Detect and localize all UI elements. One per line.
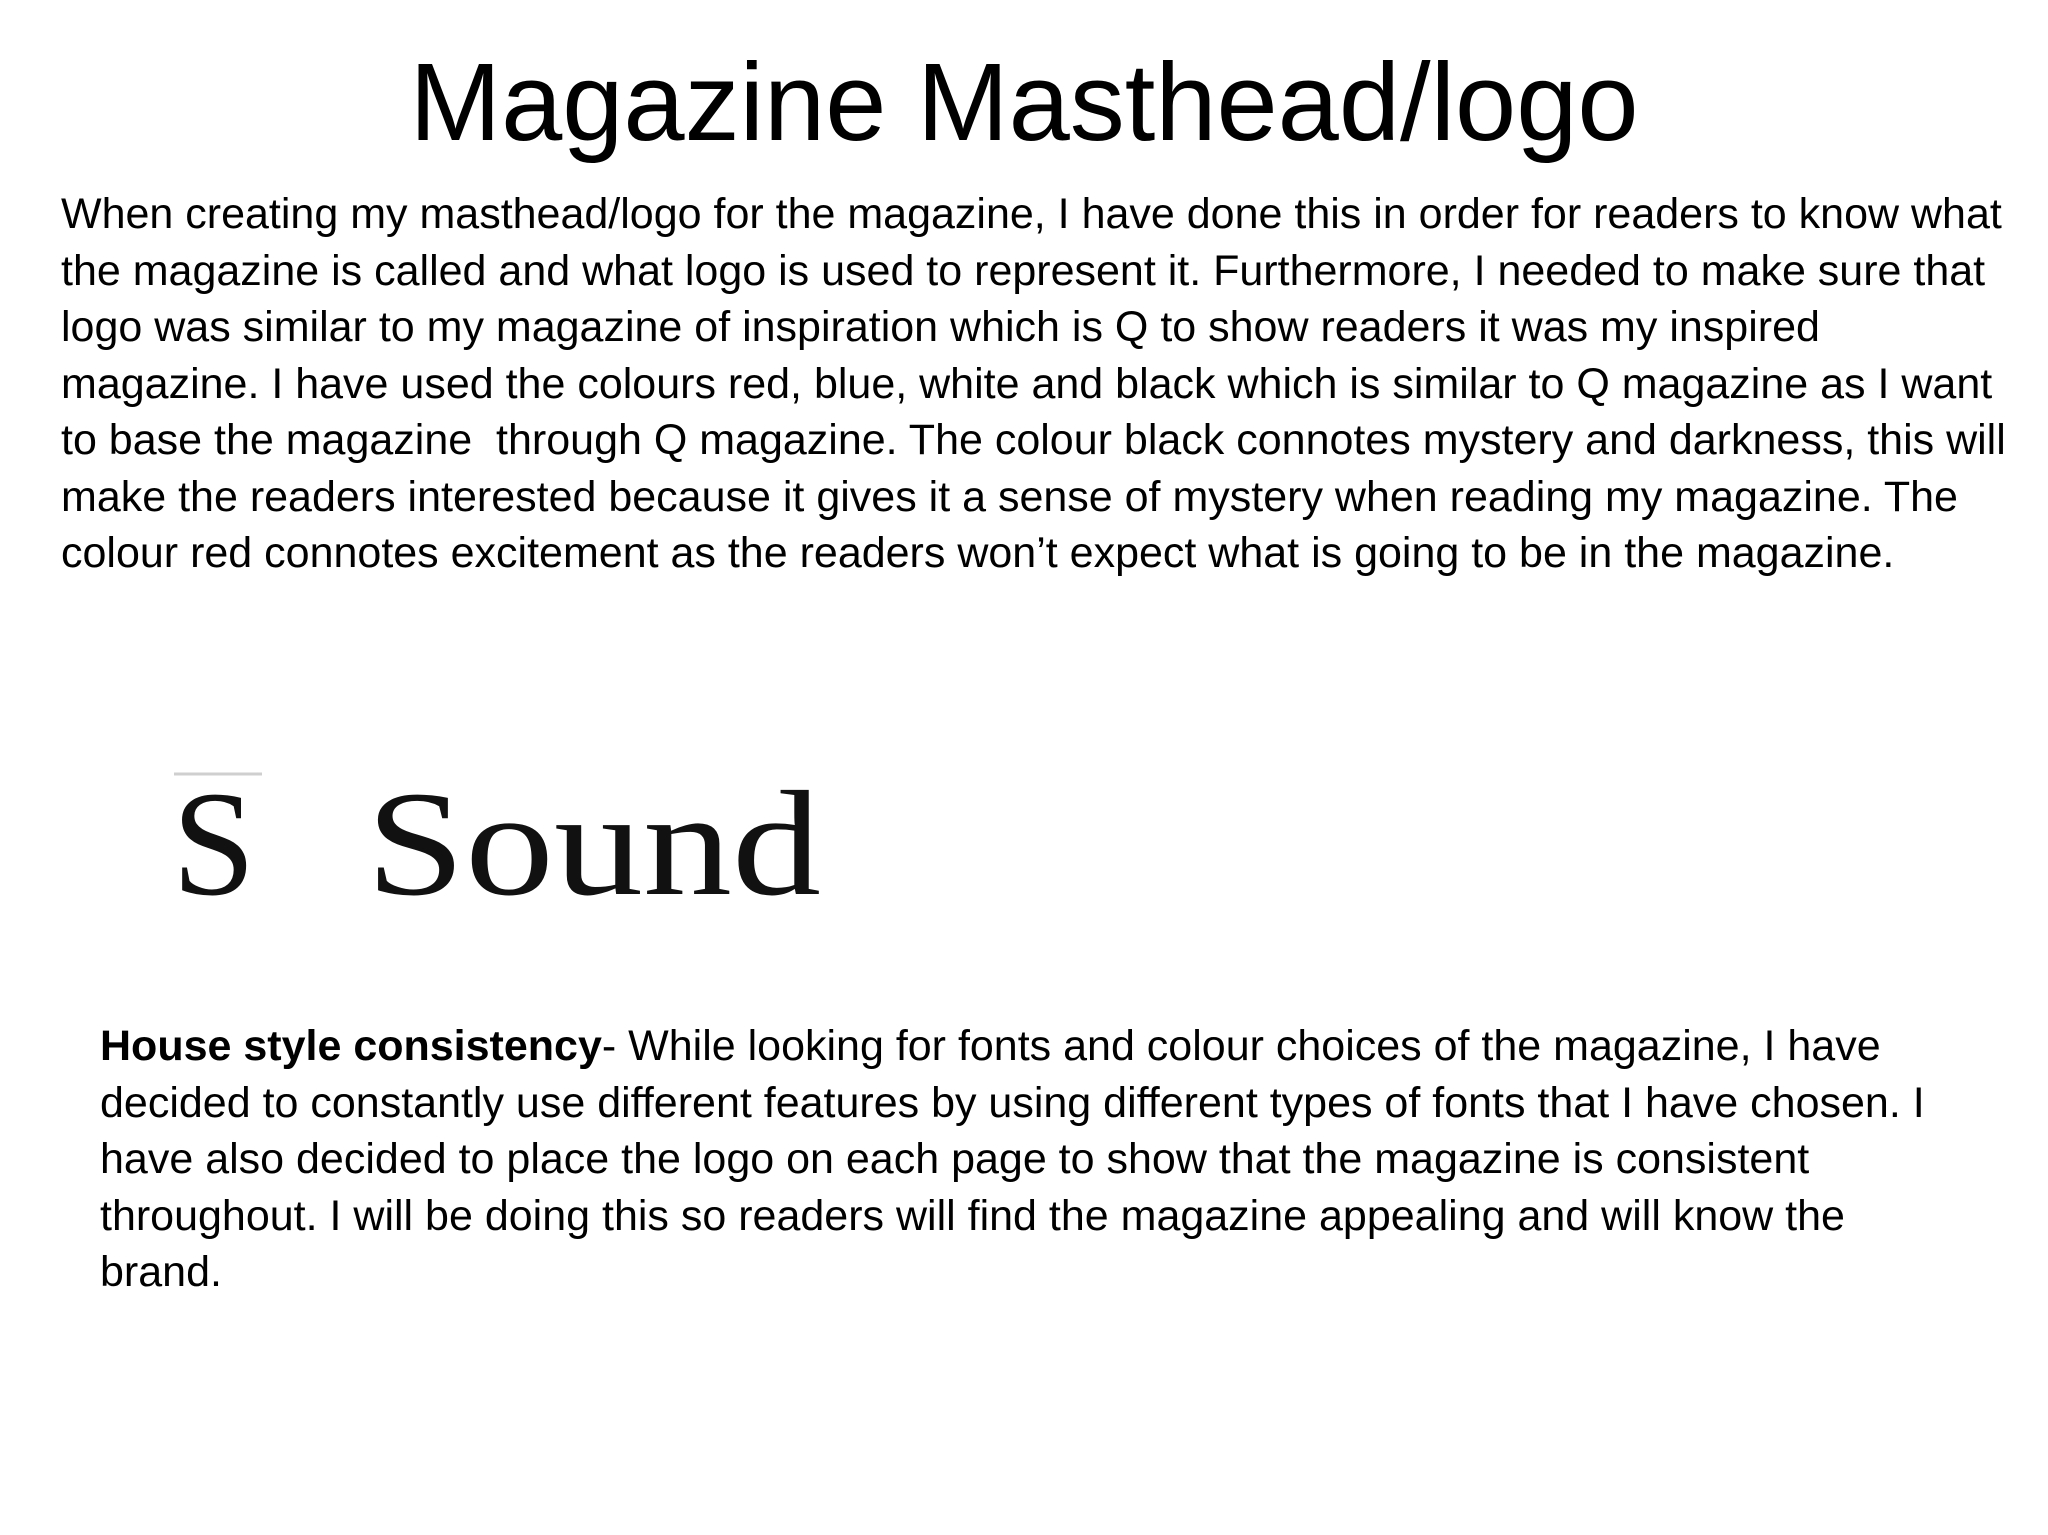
page-title: Magazine Masthead/logo	[409, 41, 1639, 164]
masthead-description: When creating my masthead/logo for the magazine, I have done this in order for readers to know what the magazine is called and what logo is used to represent it. Furthermore, I needed to make sure that logo was similar to my magazine of inspiration which is Q to show readers it was my inspired magazine. I have used the colours red, blue, white and black which is similar to Q magazine as I want to base the magazine through Q magazine. The colour black connotes mystery and darkness, this will make the readers interested because it gives it a sense of mystery when reading my magazine. The colour red connotes excitement as the readers won’t expect what is going to be in the magazine.	[61, 190, 2018, 577]
house-style-heading: House style consistency	[100, 1022, 602, 1070]
house-style-description	[100, 1018, 1960, 1301]
house-style-text: - While looking for fonts and colour choices of the magazine, I have decided to constantly use different features by using different types of fonts that I have chosen. I have also decided to place the logo on each page to show that the magazine is consistent throughout. I will be doing this so readers will find the magazine appealing and will know the brand.	[100, 1022, 1925, 1296]
sound-logo-graphic	[172, 766, 832, 916]
sound-logo	[172, 766, 832, 916]
logo-wordmark: Sound	[366, 766, 821, 916]
logo-monogram: S	[172, 766, 256, 916]
